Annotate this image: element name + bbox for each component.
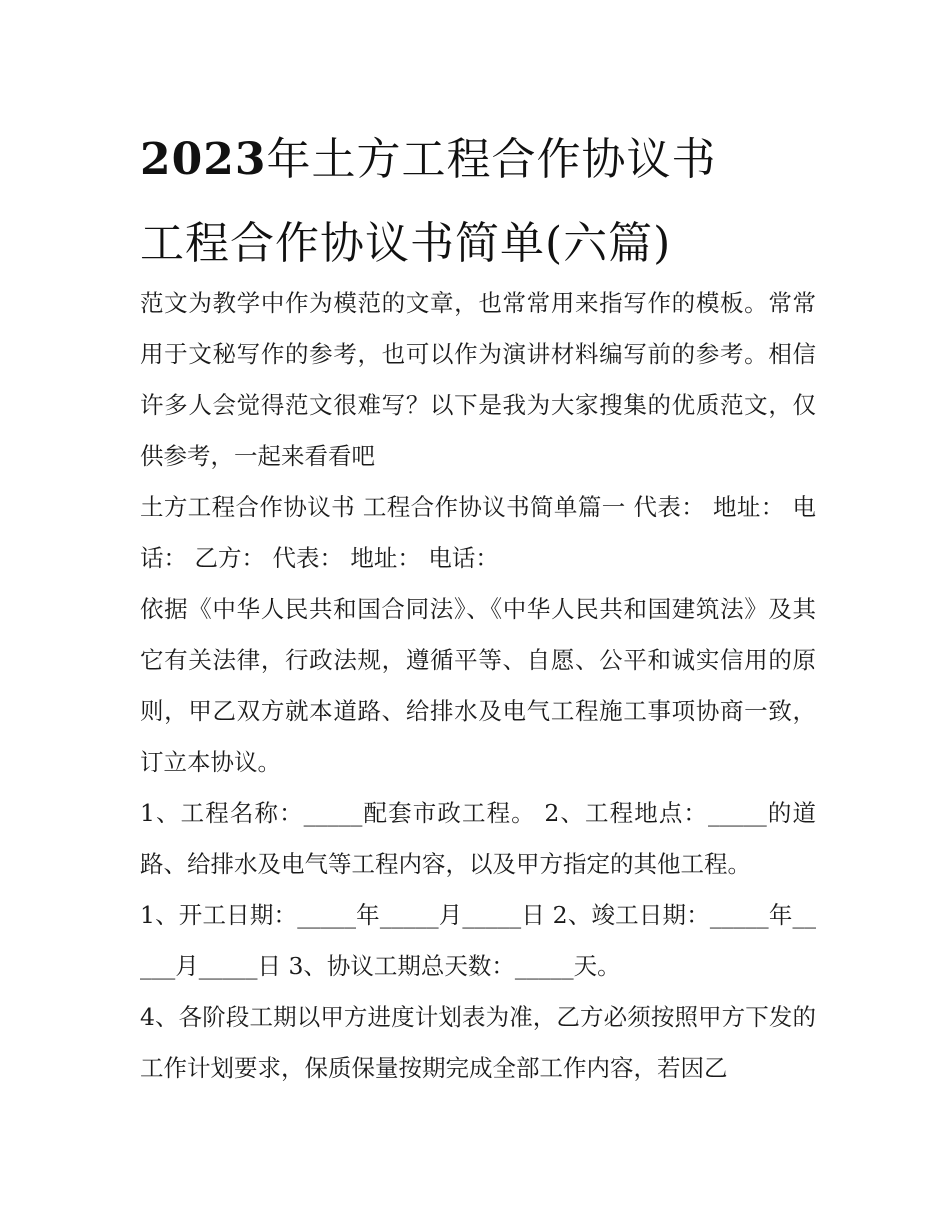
title-year: 2023 <box>140 134 267 185</box>
paragraph-project-info: 1、工程名称：_____配套市政工程。 2、工程地点：_____的道路、给排水及电气等工程内容，以及甲方指定的其他工程。 <box>140 799 816 878</box>
document-title <box>140 118 840 286</box>
paragraph-legal-basis: 依据《中华人民共和国合同法》、《中华人民共和国建筑法》及其它有关法律，行政法规，遵循平等、自愿、公平和诚实信用的原则，甲乙双方就本道路、给排水及电气工程施工事项协商一致，订立本协议。 <box>140 595 816 776</box>
title-line-1-text: 年土方工程合作协议书 <box>266 134 717 185</box>
paragraph-intro: 范文为教学中作为模范的文章，也常常用来指写作的模板。常常用于文秘写作的参考，也可以作为演讲材料编写前的参考。相信许多人会觉得范文很难写？以下是我为大家搜集的优质范文，仅供参考，一起来看看吧 <box>140 289 816 470</box>
title-line-2: 工程合作协议书简单(六篇) <box>140 218 672 269</box>
paragraph-parties: 土方工程合作协议书 工程合作协议书简单篇一 代表： 地址： 电话： 乙方： 代表： 地址： 电话： <box>140 493 816 572</box>
paragraph-schedule: 1、开工日期：_____年_____月_____日 2、竣工日期：_____年_____月_____日 3、协议工期总天数：_____天。 <box>140 901 816 980</box>
document-body <box>140 278 816 1094</box>
paragraph-phase-schedule: 4、各阶段工期以甲方进度计划表为准，乙方必须按照甲方下发的工作计划要求，保质保量按期完成全部工作内容，若因乙 <box>140 1003 816 1082</box>
title-line-1 <box>140 118 840 202</box>
